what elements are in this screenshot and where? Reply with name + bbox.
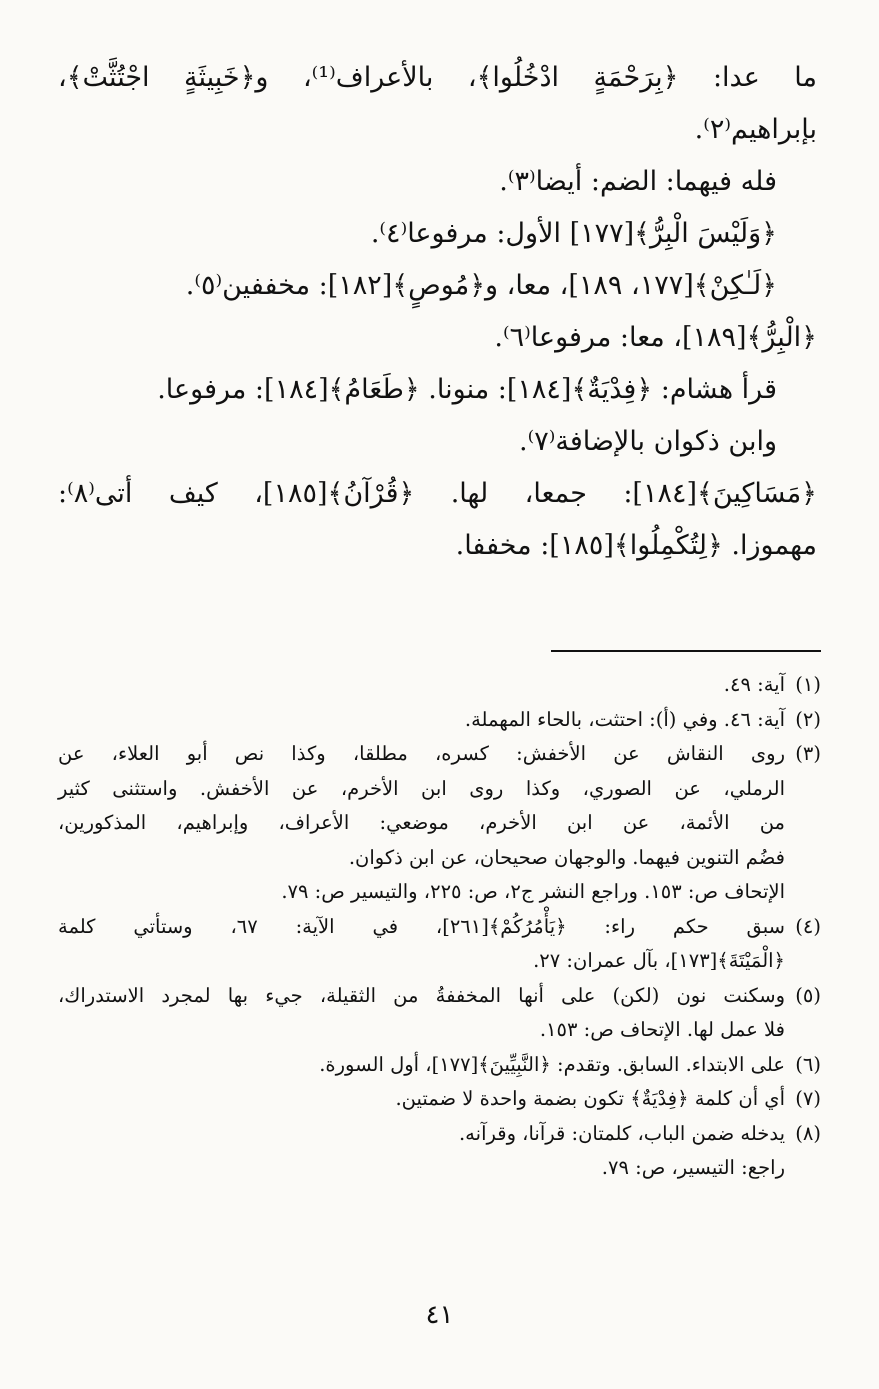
footnote-line: الرملي، عن الصوري، وكذا روى ابن الأخرم، عن الأخفش. واستثنى كثير [58,776,785,800]
text-line: فله فيهما: الضم: أيضا⁽٣⁾. [499,166,777,197]
footnote-number [785,1151,821,1186]
footnotes [58,668,821,1186]
text-line: ﴿مَسَاكِينَ﴾[١٨٤]: جمعا، لها. ﴿قُرْآنُ﴾[١٨٥]، كيف أتى⁽٨⁾: [58,478,817,509]
footnote-number [785,875,821,910]
footnote [58,737,821,875]
footnote [58,668,821,703]
footnote-line: الإتحاف ص: ١٥٣. وراجع النشر ج٢، ص: ٢٢٥، والتيسير ص: ٧٩. [281,880,785,903]
text-line: ﴿وَلَيْسَ الْبِرُّ﴾[١٧٧] الأول: مرفوعا⁽٤⁾. [370,218,777,249]
footnote-line: آية: ٤٩. [723,673,785,696]
footnote [58,1151,821,1186]
footnote-number: (٦) [795,1052,821,1076]
footnote-number: (٣) [795,742,821,765]
footnote-number: (٢) [795,707,821,731]
footnote-number: (٨) [795,1121,821,1145]
footnote [58,910,821,979]
footnote-line: من الأئمة، عن ابن الأخرم، موضعي: الأعراف، وإبراهيم، المذكورين، [58,811,785,834]
text-line: ﴿لَـٰكِنْ﴾[١٧٧، ١٨٩]، معا، و﴿مُوصٍ﴾[١٨٢]: مخففين⁽٥⁾. [185,270,777,301]
text-line: ما عدا: ﴿بِرَحْمَةٍ ادْخُلُوا﴾، بالأعراف⁽¹⁾، و﴿خَبِيثَةٍ اجْتُثَّتْ﴾، [58,62,817,93]
footnote [58,1117,821,1152]
text-line: بإبراهيم⁽٢⁾. [694,114,817,145]
footnote-line: على الابتداء. السابق. وتقدم: ﴿النَّبِيِّينَ﴾[١٧٧]، أول السورة. [319,1052,785,1076]
footnote [58,703,821,738]
footnote-number: (٤) [795,914,821,938]
footnote-divider [551,650,821,652]
footnote-line: ﴿الْمَيْتَةَ﴾[١٧٣]، بآل عمران: ٢٧. [533,949,785,972]
footnote-line: فلا عمل لها. الإتحاف ص: ١٥٣. [539,1018,785,1041]
footnote [58,1048,821,1083]
footnote [58,979,821,1048]
footnote-line: راجع: التيسير، ص: ٧٩. [601,1156,785,1179]
footnote-line: آية: ٤٦. وفي (أ): احتثت، بالحاء المهملة. [464,707,785,731]
footnote [58,875,821,910]
footnote-line: روى النقاش عن الأخفش: كسره، مطلقا، وكذا نص أبو العلاء، عن [58,742,785,765]
text-line: قرأ هشام: ﴿فِدْيَةٌ﴾[١٨٤]: منونا. ﴿طَعَامُ﴾[١٨٤]: مرفوعا. [157,374,777,405]
footnote-line: وسكنت نون (لكن) على أنها المخففةُ من الثقيلة، جيء بها لمجرد الاستدراك، [58,983,785,1007]
text-line: وابن ذكوان بالإضافة⁽٧⁾. [519,426,777,457]
footnote-line: سبق حكم راء: ﴿يَأْمُرُكُمْ﴾[٢٦١]، في الآية: ٦٧، وستأتي كلمة [58,914,786,938]
footnote-number: (٧) [795,1087,821,1110]
footnote-line: يدخله ضمن الباب، كلمتان: قرآنا، وقرآنه. [458,1121,785,1145]
footnote [58,1082,821,1117]
page-number: ٤١ [425,1300,454,1330]
text-line: ﴿الْبِرُّ﴾[١٨٩]، معا: مرفوعا⁽٦⁾. [494,322,817,353]
footnote-line: فضُم التنوين فيهما. والوجهان صحيحان، عن ابن ذكوان. [348,845,785,869]
text-line: مهموزا. ﴿لِتُكْمِلُوا﴾[١٨٥]: مخففا. [455,530,817,561]
footnote-number: (٥) [795,983,821,1007]
footnote-number: (١) [795,673,821,696]
footnote-line: أي أن كلمة ﴿فِدْيَةٌ﴾ تكون بضمة واحدة لا ضمتين. [395,1087,785,1110]
main-text [58,52,817,572]
